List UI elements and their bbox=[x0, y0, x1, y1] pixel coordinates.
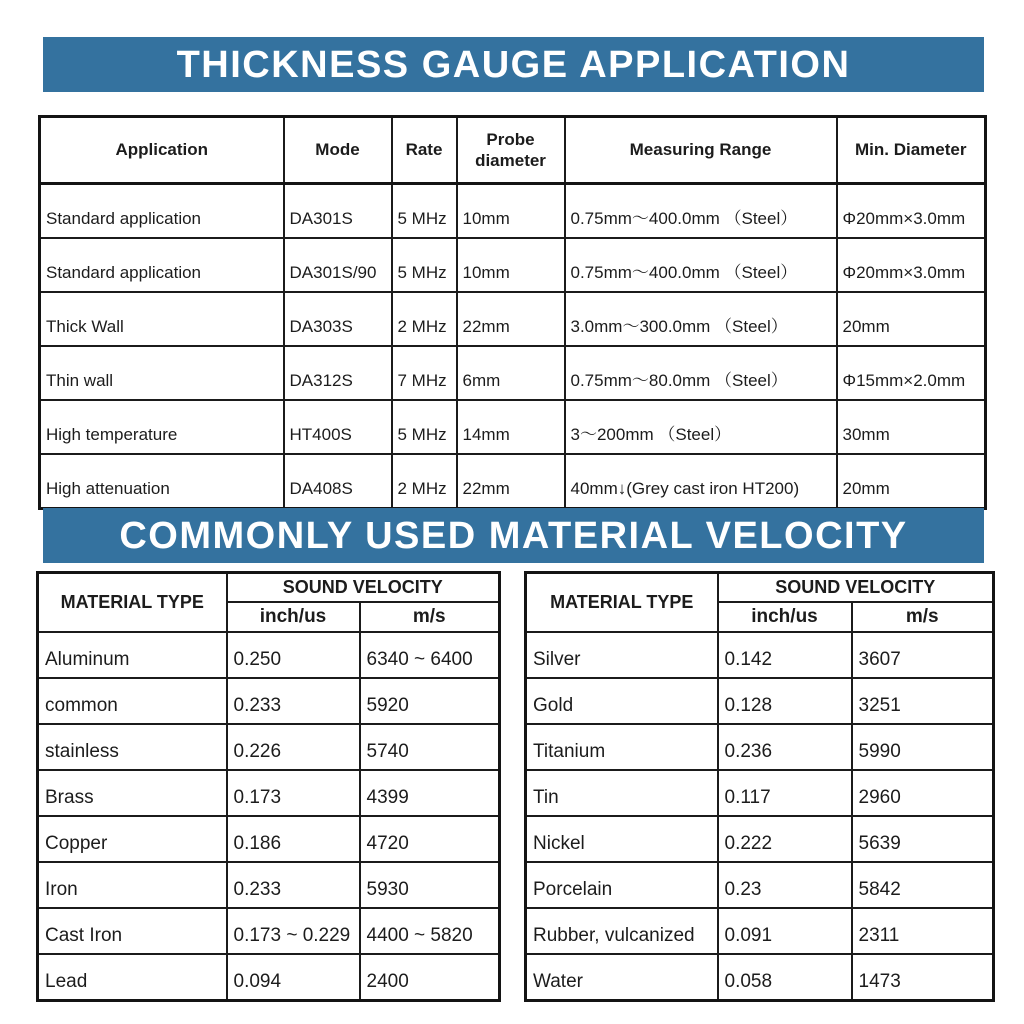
application-table-header-row bbox=[40, 117, 986, 184]
velocity-value-cell: 0.058 bbox=[718, 954, 852, 1001]
material-name-cell: Gold bbox=[526, 678, 718, 724]
velocity-unit-header: m/s bbox=[360, 602, 500, 632]
app-table-cell: 40mm↓(Grey cast iron HT200) bbox=[565, 454, 837, 509]
app-table-cell: DA301S bbox=[284, 184, 392, 239]
app-table-cell: 5 MHz bbox=[392, 184, 457, 239]
app-table-cell: Φ20mm×3.0mm bbox=[837, 238, 986, 292]
velocity-header-row bbox=[526, 573, 994, 603]
app-table-row bbox=[40, 238, 986, 292]
material-name-cell: stainless bbox=[38, 724, 227, 770]
velocity-value-cell: 0.233 bbox=[227, 678, 360, 724]
material-name-cell: Copper bbox=[38, 816, 227, 862]
velocity-table-row bbox=[526, 678, 994, 724]
app-table-row bbox=[40, 454, 986, 509]
app-table-cell: 3.0mm～300.0mm （Steel） bbox=[565, 292, 837, 346]
app-table-cell: Thin wall bbox=[40, 346, 284, 400]
material-name-cell: Water bbox=[526, 954, 718, 1001]
app-column-header: Min. Diameter bbox=[837, 117, 986, 184]
app-table-cell: High temperature bbox=[40, 400, 284, 454]
app-table-cell: 5 MHz bbox=[392, 238, 457, 292]
velocity-value-cell: 4400 ~ 5820 bbox=[360, 908, 500, 954]
velocity-value-cell: 0.094 bbox=[227, 954, 360, 1001]
app-table-cell: DA312S bbox=[284, 346, 392, 400]
velocity-table-row bbox=[38, 816, 500, 862]
app-table-cell: 5 MHz bbox=[392, 400, 457, 454]
app-table-row bbox=[40, 184, 986, 239]
app-column-header: Measuring Range bbox=[565, 117, 837, 184]
velocity-table-row bbox=[38, 770, 500, 816]
velocity-value-cell: 2400 bbox=[360, 954, 500, 1001]
velocity-table-row bbox=[526, 816, 994, 862]
velocity-table-row bbox=[38, 678, 500, 724]
material-name-cell: Iron bbox=[38, 862, 227, 908]
sound-velocity-header: SOUND VELOCITY bbox=[227, 573, 500, 603]
velocity-table-row bbox=[526, 770, 994, 816]
material-name-cell: Cast Iron bbox=[38, 908, 227, 954]
velocity-value-cell: 2960 bbox=[852, 770, 994, 816]
app-column-header: Probe diameter bbox=[457, 117, 565, 184]
velocity-value-cell: 0.173 ~ 0.229 bbox=[227, 908, 360, 954]
velocity-value-cell: 0.23 bbox=[718, 862, 852, 908]
velocity-value-cell: 5920 bbox=[360, 678, 500, 724]
material-name-cell: Tin bbox=[526, 770, 718, 816]
velocity-value-cell: 5740 bbox=[360, 724, 500, 770]
velocity-value-cell: 0.226 bbox=[227, 724, 360, 770]
app-table-cell: High attenuation bbox=[40, 454, 284, 509]
velocity-unit-header: inch/us bbox=[227, 602, 360, 632]
app-table-cell: 22mm bbox=[457, 292, 565, 346]
material-name-cell: Lead bbox=[38, 954, 227, 1001]
velocity-table-right bbox=[524, 571, 995, 1002]
app-column-header: Rate bbox=[392, 117, 457, 184]
velocity-value-cell: 0.091 bbox=[718, 908, 852, 954]
velocity-header-row bbox=[38, 573, 500, 603]
app-column-header: Mode bbox=[284, 117, 392, 184]
material-name-cell: Aluminum bbox=[38, 632, 227, 678]
velocity-value-cell: 4720 bbox=[360, 816, 500, 862]
app-table-cell: 0.75mm～400.0mm （Steel） bbox=[565, 184, 837, 239]
app-table-cell: 0.75mm～400.0mm （Steel） bbox=[565, 238, 837, 292]
app-table-cell: HT400S bbox=[284, 400, 392, 454]
app-table-cell: 6mm bbox=[457, 346, 565, 400]
app-table-cell: Standard application bbox=[40, 238, 284, 292]
application-table-section bbox=[38, 115, 987, 510]
velocity-value-cell: 0.128 bbox=[718, 678, 852, 724]
velocity-table-row bbox=[38, 954, 500, 1001]
app-table-cell: Thick Wall bbox=[40, 292, 284, 346]
velocity-table-left-section bbox=[36, 571, 501, 1002]
velocity-value-cell: 0.222 bbox=[718, 816, 852, 862]
app-table-cell: DA303S bbox=[284, 292, 392, 346]
app-table-row bbox=[40, 292, 986, 346]
velocity-table-row bbox=[38, 862, 500, 908]
material-name-cell: common bbox=[38, 678, 227, 724]
material-name-cell: Rubber, vulcanized bbox=[526, 908, 718, 954]
app-table-cell: 0.75mm～80.0mm （Steel） bbox=[565, 346, 837, 400]
application-banner-title: THICKNESS GAUGE APPLICATION bbox=[43, 37, 984, 92]
app-table-cell: 2 MHz bbox=[392, 292, 457, 346]
app-table-cell: Φ20mm×3.0mm bbox=[837, 184, 986, 239]
material-type-header: MATERIAL TYPE bbox=[526, 573, 718, 633]
velocity-table-row bbox=[38, 908, 500, 954]
velocity-value-cell: 0.186 bbox=[227, 816, 360, 862]
app-table-row bbox=[40, 346, 986, 400]
velocity-value-cell: 3607 bbox=[852, 632, 994, 678]
material-name-cell: Silver bbox=[526, 632, 718, 678]
velocity-table-row bbox=[526, 908, 994, 954]
velocity-table-row bbox=[526, 954, 994, 1001]
velocity-unit-header: inch/us bbox=[718, 602, 852, 632]
app-table-cell: Φ15mm×2.0mm bbox=[837, 346, 986, 400]
app-table-row bbox=[40, 400, 986, 454]
material-name-cell: Porcelain bbox=[526, 862, 718, 908]
velocity-table-row bbox=[526, 632, 994, 678]
app-table-cell: DA408S bbox=[284, 454, 392, 509]
velocity-value-cell: 0.233 bbox=[227, 862, 360, 908]
velocity-value-cell: 6340 ~ 6400 bbox=[360, 632, 500, 678]
velocity-value-cell: 2311 bbox=[852, 908, 994, 954]
velocity-value-cell: 3251 bbox=[852, 678, 994, 724]
app-table-cell: 10mm bbox=[457, 238, 565, 292]
velocity-unit-header: m/s bbox=[852, 602, 994, 632]
app-table-cell: 14mm bbox=[457, 400, 565, 454]
velocity-value-cell: 1473 bbox=[852, 954, 994, 1001]
velocity-value-cell: 0.117 bbox=[718, 770, 852, 816]
app-table-cell: 2 MHz bbox=[392, 454, 457, 509]
velocity-table-row bbox=[38, 724, 500, 770]
app-table-cell: 20mm bbox=[837, 292, 986, 346]
velocity-value-cell: 0.250 bbox=[227, 632, 360, 678]
velocity-table-right-section bbox=[524, 571, 995, 1002]
material-name-cell: Nickel bbox=[526, 816, 718, 862]
application-table bbox=[38, 115, 987, 510]
velocity-value-cell: 5842 bbox=[852, 862, 994, 908]
app-table-cell: 30mm bbox=[837, 400, 986, 454]
app-table-cell: 3～200mm （Steel） bbox=[565, 400, 837, 454]
sound-velocity-header: SOUND VELOCITY bbox=[718, 573, 994, 603]
app-table-cell: 20mm bbox=[837, 454, 986, 509]
app-table-cell: 7 MHz bbox=[392, 346, 457, 400]
velocity-banner-title: COMMONLY USED MATERIAL VELOCITY bbox=[43, 508, 984, 563]
velocity-table-left bbox=[36, 571, 501, 1002]
app-table-cell: 22mm bbox=[457, 454, 565, 509]
app-column-header: Application bbox=[40, 117, 284, 184]
velocity-value-cell: 5990 bbox=[852, 724, 994, 770]
velocity-value-cell: 0.173 bbox=[227, 770, 360, 816]
material-name-cell: Brass bbox=[38, 770, 227, 816]
app-table-cell: 10mm bbox=[457, 184, 565, 239]
velocity-table-row bbox=[526, 862, 994, 908]
velocity-value-cell: 0.142 bbox=[718, 632, 852, 678]
app-table-cell: Standard application bbox=[40, 184, 284, 239]
velocity-value-cell: 5930 bbox=[360, 862, 500, 908]
velocity-value-cell: 5639 bbox=[852, 816, 994, 862]
app-table-cell: DA301S/90 bbox=[284, 238, 392, 292]
material-name-cell: Titanium bbox=[526, 724, 718, 770]
velocity-table-row bbox=[38, 632, 500, 678]
velocity-table-row bbox=[526, 724, 994, 770]
velocity-value-cell: 0.236 bbox=[718, 724, 852, 770]
velocity-value-cell: 4399 bbox=[360, 770, 500, 816]
material-type-header: MATERIAL TYPE bbox=[38, 573, 227, 633]
